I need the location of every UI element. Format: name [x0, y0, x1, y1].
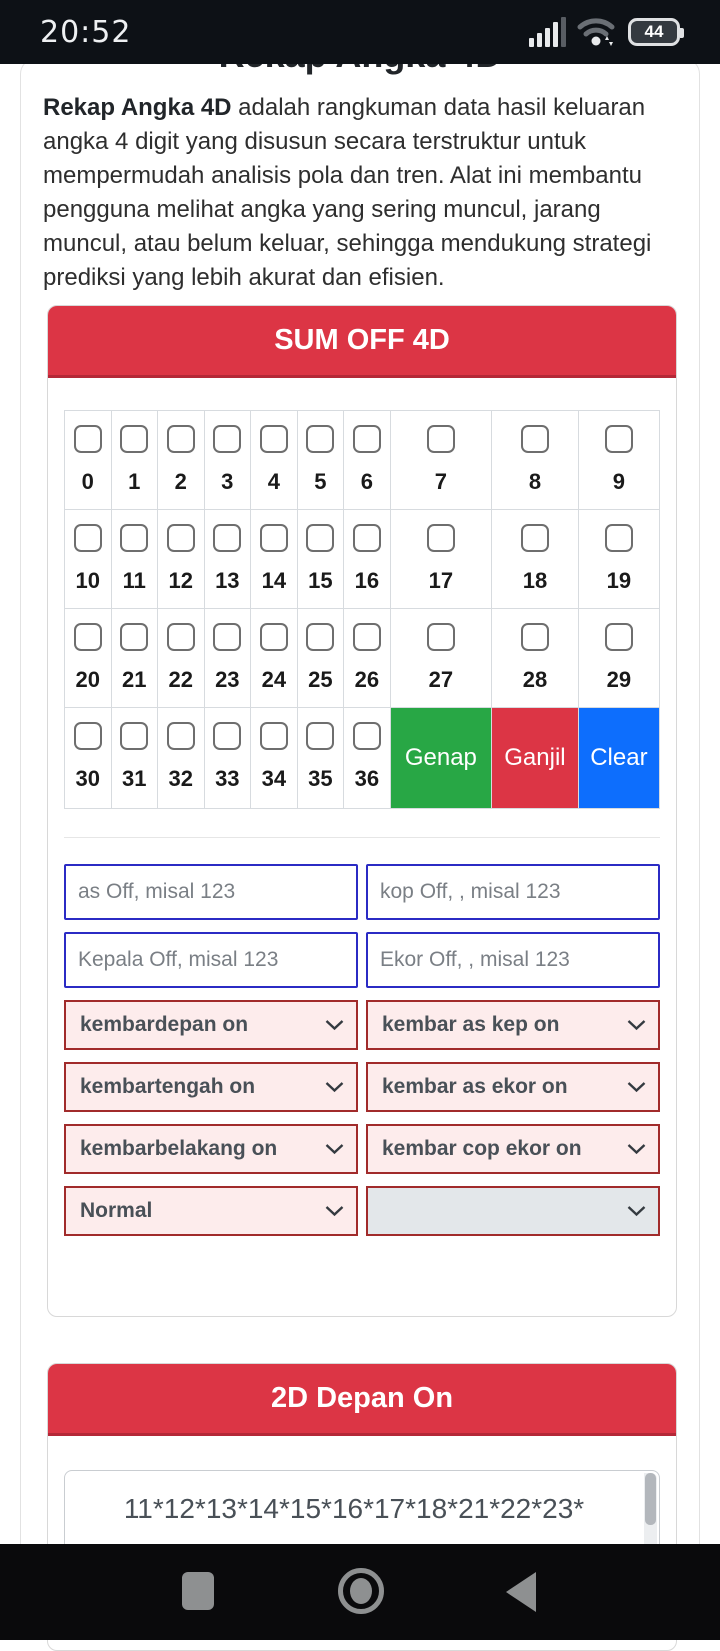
number-label: 35 — [308, 766, 333, 791]
number-label: 24 — [261, 667, 287, 692]
wifi-icon — [578, 16, 616, 48]
off-input-2[interactable] — [64, 932, 358, 988]
number-checkbox[interactable] — [260, 425, 288, 453]
number-checkbox[interactable] — [605, 524, 633, 552]
status-bar — [0, 0, 720, 64]
number-checkbox[interactable] — [213, 623, 241, 651]
number-label: 34 — [261, 766, 287, 791]
number-cell — [111, 708, 158, 809]
number-cell — [251, 609, 298, 708]
number-checkbox[interactable] — [120, 722, 148, 750]
number-checkbox[interactable] — [167, 623, 195, 651]
number-label: 27 — [428, 667, 454, 692]
number-label: 30 — [75, 766, 100, 791]
number-cell — [390, 411, 492, 510]
number-cell — [65, 708, 112, 809]
number-cell — [65, 510, 112, 609]
number-cell — [492, 510, 579, 609]
kembar-select-4[interactable] — [64, 1124, 358, 1174]
genap-cell — [390, 708, 492, 809]
number-cell — [111, 411, 158, 510]
off-input-0[interactable] — [64, 864, 358, 920]
chevron-down-icon — [627, 1082, 646, 1093]
number-cell — [492, 411, 579, 510]
number-checkbox[interactable] — [521, 524, 549, 552]
number-label: 23 — [215, 667, 240, 692]
number-cell — [297, 510, 344, 609]
battery-percent: 44 — [644, 22, 664, 41]
number-cell — [251, 510, 298, 609]
number-checkbox[interactable] — [213, 524, 241, 552]
number-cell — [344, 510, 391, 609]
clear-cell — [578, 708, 659, 809]
number-cell — [111, 609, 158, 708]
number-checkbox[interactable] — [213, 425, 241, 453]
number-cell — [390, 609, 492, 708]
number-checkbox[interactable] — [306, 623, 334, 651]
number-label: 2 — [174, 469, 187, 494]
number-checkbox[interactable] — [306, 524, 334, 552]
kembar-select-1[interactable] — [366, 1000, 660, 1050]
number-label: 15 — [308, 568, 333, 593]
number-checkbox[interactable] — [353, 524, 381, 552]
number-checkbox[interactable] — [74, 623, 102, 651]
kembar-select-2[interactable] — [64, 1062, 358, 1112]
intro-bold: Rekap Angka 4D — [43, 94, 232, 121]
number-cell — [158, 411, 205, 510]
number-label: 12 — [168, 568, 194, 593]
number-cell — [297, 609, 344, 708]
chevron-down-icon — [325, 1206, 344, 1217]
kembar-select-3[interactable] — [366, 1062, 660, 1112]
number-label: 18 — [522, 568, 548, 593]
number-label: 10 — [75, 568, 100, 593]
select-label: kembar as kep on — [382, 1013, 560, 1036]
select-label: kembardepan on — [80, 1013, 249, 1036]
recents-icon[interactable] — [182, 1572, 214, 1610]
select-label: kembar as ekor on — [382, 1075, 568, 1098]
number-cell — [65, 411, 112, 510]
2d-depan-on-header: 2D Depan On — [48, 1364, 676, 1436]
number-checkbox[interactable] — [521, 623, 549, 651]
back-icon[interactable] — [506, 1572, 536, 1612]
number-cell — [204, 411, 251, 510]
battery-icon — [628, 18, 680, 46]
number-checkbox[interactable] — [74, 425, 102, 453]
number-checkbox[interactable] — [120, 425, 148, 453]
number-cell — [65, 609, 112, 708]
intro-paragraph — [43, 91, 677, 295]
number-label: 17 — [428, 568, 454, 593]
chevron-down-icon — [627, 1020, 646, 1031]
number-cell — [344, 708, 391, 809]
genap-button[interactable]: Genap — [391, 708, 492, 808]
number-label: 29 — [606, 667, 632, 692]
number-cell — [204, 609, 251, 708]
number-label: 11 — [122, 568, 146, 593]
number-cell — [578, 609, 659, 708]
android-nav-bar — [0, 1544, 720, 1640]
page-sheet — [20, 58, 700, 1640]
number-cell — [492, 609, 579, 708]
number-label: 33 — [215, 766, 240, 791]
number-checkbox[interactable] — [427, 425, 455, 453]
number-checkbox[interactable] — [353, 623, 381, 651]
number-label: 1 — [128, 469, 141, 494]
number-checkbox[interactable] — [167, 425, 195, 453]
number-cell — [111, 510, 158, 609]
kembar-select-0[interactable] — [64, 1000, 358, 1050]
kembar-select-7 — [366, 1186, 660, 1236]
chevron-down-icon — [325, 1144, 344, 1155]
number-checkbox[interactable] — [260, 623, 288, 651]
off-input-3[interactable] — [366, 932, 660, 988]
number-checkbox[interactable] — [427, 623, 455, 651]
ganjil-cell — [492, 708, 579, 809]
intro-text: adalah rangkuman data hasil keluaran angka 4 digit yang disusun secara terstruktur untuk mempermudah analisis pola dan tren. Alat ini membantu pengguna melihat angka yang sering muncul, jarang muncul, atau belum keluar, sehingga mendukung strategi prediksi yang lebih akurat dan efisien. — [43, 94, 652, 291]
number-cell — [297, 411, 344, 510]
2d-depan-on-value: 11*12*13*14*15*16*17*18*21*22*23* — [123, 1493, 585, 1524]
number-label: 7 — [434, 469, 447, 494]
number-cell — [158, 708, 205, 809]
number-label: 21 — [122, 667, 147, 692]
number-cell — [251, 708, 298, 809]
number-label: 31 — [122, 766, 147, 791]
number-checkbox[interactable] — [353, 425, 381, 453]
kembar-select-5[interactable] — [366, 1124, 660, 1174]
number-checkbox[interactable] — [353, 722, 381, 750]
number-cell — [297, 708, 344, 809]
off-input-1[interactable] — [366, 864, 660, 920]
divider — [64, 837, 660, 838]
number-cell — [344, 609, 391, 708]
sum-off-4d-header: SUM OFF 4D — [48, 306, 676, 378]
number-checkbox[interactable] — [306, 425, 334, 453]
number-cell — [578, 411, 659, 510]
select-label: kembarbelakang on — [80, 1137, 278, 1160]
number-label: 20 — [75, 667, 100, 692]
number-cell — [204, 510, 251, 609]
number-checkbox[interactable] — [167, 722, 195, 750]
sum-off-4d-card — [47, 305, 677, 1317]
number-label: 14 — [261, 568, 287, 593]
number-cell — [158, 510, 205, 609]
number-label: 13 — [215, 568, 240, 593]
number-label: 32 — [168, 766, 194, 791]
number-checkbox[interactable] — [521, 425, 549, 453]
kembar-select-6[interactable] — [64, 1186, 358, 1236]
number-cell — [390, 510, 492, 609]
chevron-down-icon — [627, 1206, 646, 1217]
textarea-scrollbar-thumb[interactable] — [645, 1473, 656, 1525]
select-label: kembartengah on — [80, 1075, 256, 1098]
number-label: 8 — [528, 469, 542, 494]
number-cell — [344, 411, 391, 510]
number-checkbox[interactable] — [120, 524, 148, 552]
number-checkbox[interactable] — [260, 722, 288, 750]
number-label: 6 — [360, 469, 373, 494]
chevron-down-icon — [325, 1020, 344, 1031]
number-cell — [158, 609, 205, 708]
number-checkbox[interactable] — [74, 722, 102, 750]
number-label: 25 — [308, 667, 333, 692]
number-checkbox[interactable] — [260, 524, 288, 552]
select-label: Normal — [80, 1199, 153, 1222]
chevron-down-icon — [627, 1144, 646, 1155]
number-cell — [204, 708, 251, 809]
number-cell — [578, 510, 659, 609]
number-cell — [251, 411, 298, 510]
number-label: 9 — [612, 469, 626, 494]
number-label: 36 — [354, 766, 380, 791]
chevron-down-icon — [325, 1082, 344, 1093]
clock: 20:52 — [40, 14, 132, 50]
number-label: 3 — [221, 469, 234, 494]
number-checkbox[interactable] — [74, 524, 102, 552]
home-icon[interactable] — [338, 1568, 384, 1614]
number-label: 0 — [81, 469, 94, 494]
number-label: 26 — [354, 667, 380, 692]
number-label: 28 — [522, 667, 548, 692]
number-label: 22 — [168, 667, 194, 692]
number-label: 4 — [267, 469, 280, 494]
number-checkbox[interactable] — [605, 425, 633, 453]
signal-strength-icon — [529, 17, 566, 47]
number-checkbox[interactable] — [167, 524, 195, 552]
select-label: kembar cop ekor on — [382, 1137, 582, 1160]
number-label: 19 — [606, 568, 632, 593]
number-checkbox[interactable] — [120, 623, 148, 651]
number-checkbox[interactable] — [427, 524, 455, 552]
clear-button[interactable]: Clear — [579, 708, 659, 808]
ganjil-button[interactable]: Ganjil — [492, 708, 578, 808]
number-label: 16 — [354, 568, 380, 593]
number-label: 5 — [314, 469, 327, 494]
number-checkbox[interactable] — [213, 722, 241, 750]
off-filter-form — [64, 864, 660, 1236]
number-grid — [64, 410, 660, 809]
number-checkbox[interactable] — [306, 722, 334, 750]
number-checkbox[interactable] — [605, 623, 633, 651]
